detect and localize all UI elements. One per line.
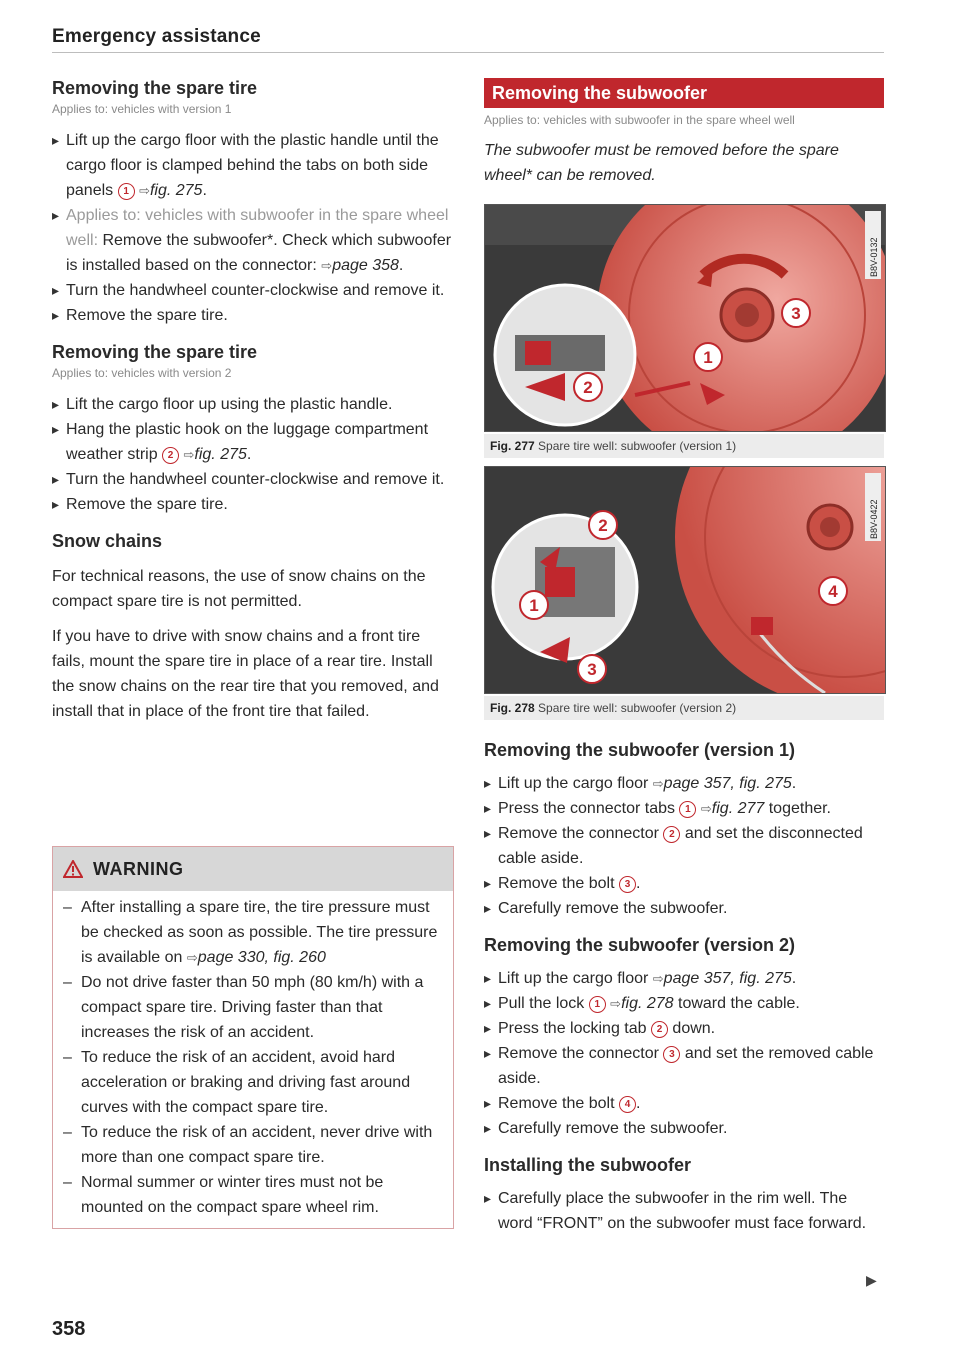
callout-number: 1	[679, 801, 696, 818]
warning-item: – Normal summer or winter tires must not be mounted on the compact spare wheel rim.	[63, 1170, 443, 1220]
list-item: ▸ Hang the plastic hook on the luggage compartment weather strip 2 ⇨fig. 275.	[52, 417, 452, 467]
cross-reference-link[interactable]: page 357, fig. 275	[663, 970, 792, 987]
list-item: ▸ Lift up the cargo floor ⇨page 357, fig. 275.	[484, 966, 884, 991]
applies-note: Applies to: vehicles with version 1	[52, 102, 232, 116]
warning-item: – Do not drive faster than 50 mph (80 km/h) with a compact spare tire. Driving faster than that increases the risk of an accident.	[63, 970, 443, 1045]
list-item: ▸ Carefully place the subwoofer in the rim well. The word “FRONT” on the subwoofer must face forward.	[484, 1186, 884, 1236]
list-item: ▸ Turn the handwheel counter-clockwise and remove it.	[52, 278, 452, 303]
continue-arrow-icon: ▶	[866, 1272, 877, 1288]
list-item: ▸ Remove the spare tire.	[52, 492, 452, 517]
callout-number: 1	[118, 183, 135, 200]
section-title: Removing the subwoofer (version 2)	[484, 935, 796, 955]
callout-1	[694, 343, 722, 371]
figure-code: B8V-0132	[869, 237, 879, 277]
section-title: Removing the spare tire	[52, 342, 258, 362]
callout-number: 4	[619, 1096, 636, 1113]
list-item: ▸ Lift the cargo floor up using the plastic handle.	[52, 392, 452, 417]
svg-text:2: 2	[598, 516, 608, 535]
applies-note: Applies to: vehicles with version 2	[52, 366, 232, 380]
list-item: ▸ Remove the bolt 4 .	[484, 1091, 884, 1116]
svg-text:3: 3	[791, 304, 801, 323]
svg-text:3: 3	[587, 660, 597, 679]
arrow-icon: ⇨	[321, 258, 333, 273]
warning-item: – To reduce the risk of an accident, never drive with more than one compact spare tire.	[63, 1120, 443, 1170]
figure-277	[484, 204, 886, 432]
left-column	[52, 78, 452, 724]
list-item: ▸ Lift up the cargo floor with the plastic handle until the cargo floor is clamped behind the tabs on both side panels 1 ⇨fig. 275.	[52, 128, 452, 203]
cross-reference-link[interactable]: page 330, fig. 260	[197, 949, 326, 966]
header-divider	[52, 52, 884, 53]
list-item: ▸ Carefully remove the subwoofer.	[484, 896, 884, 921]
cross-reference-link[interactable]: fig. 277	[711, 800, 765, 817]
callout-number: 3	[663, 1046, 680, 1063]
paragraph: If you have to drive with snow chains and a front tire fails, mount the spare tire in place of a rear tire. Install the snow chains on the rear tire that you removed, and install that in place of the front tire that failed.	[52, 628, 439, 720]
section-title: Removing the subwoofer (version 1)	[484, 740, 796, 760]
callout-number: 2	[651, 1021, 668, 1038]
callout-2	[589, 511, 617, 539]
warning-item: – After installing a spare tire, the tire pressure must be checked as soon as possible. The tire pressure is available on ⇨page 330, fig. 260	[63, 895, 443, 970]
cross-reference-link[interactable]: fig. 275	[149, 182, 203, 199]
arrow-icon: ⇨	[610, 996, 622, 1011]
arrow-icon: ⇨	[183, 447, 195, 462]
callout-number: 3	[619, 876, 636, 893]
list-item: ▸ Carefully remove the subwoofer.	[484, 1116, 884, 1141]
svg-text:2: 2	[583, 378, 593, 397]
callout-number: 1	[589, 996, 606, 1013]
warning-triangle-icon	[63, 860, 83, 878]
right-text-column	[484, 740, 884, 1236]
subwoofer-v2-illustration	[485, 467, 885, 693]
arrow-icon: ⇨	[139, 183, 150, 198]
svg-text:4: 4	[828, 582, 838, 601]
applies-note: Applies to: vehicles with subwoofer in the spare wheel well	[484, 113, 795, 127]
section-title: Snow chains	[52, 531, 163, 551]
callout-2	[574, 373, 602, 401]
list-item: ▸ Remove the bolt 3 .	[484, 871, 884, 896]
cross-reference-link[interactable]: fig. 275	[194, 446, 247, 463]
list-item: ▸ Remove the connector 3 and set the removed cable aside.	[484, 1041, 884, 1091]
figure-278	[484, 466, 886, 694]
cross-reference-link[interactable]: fig. 278	[621, 995, 674, 1012]
callout-4	[819, 577, 847, 605]
cross-reference-link[interactable]: page 358	[332, 257, 399, 274]
callout-number: 2	[162, 447, 179, 464]
callout-number: 2	[663, 826, 680, 843]
list-item: ▸ Remove the connector 2 and set the disconnected cable aside.	[484, 821, 884, 871]
section-header: Emergency assistance	[52, 26, 261, 47]
section-title: Installing the subwoofer	[484, 1155, 692, 1175]
figure-caption: Fig. 278 Spare tire well: subwoofer (version 2)	[484, 696, 884, 720]
section-title: Removing the spare tire	[52, 78, 258, 98]
list-item: ▸ Press the locking tab 2 down.	[484, 1016, 884, 1041]
arrow-icon: ⇨	[700, 801, 712, 816]
list-item: ▸ Remove the spare tire.	[52, 303, 452, 328]
figure-caption: Fig. 277 Spare tire well: subwoofer (version 1)	[484, 434, 884, 458]
paragraph: For technical reasons, the use of snow chains on the compact spare tire is not permitted.	[52, 568, 426, 610]
callout-3	[782, 299, 810, 327]
cross-reference-link[interactable]: page 357, fig. 275	[663, 775, 792, 792]
subwoofer-v1-illustration	[485, 205, 885, 431]
intro-text: The subwoofer must be removed before the spare wheel* can be removed.	[484, 142, 839, 184]
list-item: ▸ Applies to: vehicles with subwoofer in the spare wheel well: Remove the subwoofer*. Check which subwoofer is installed based on the connector: ⇨page 358.	[52, 203, 452, 278]
figure-code: B8V-0422	[869, 499, 879, 539]
svg-text:1: 1	[529, 596, 539, 615]
warning-item: – To reduce the risk of an accident, avoid hard acceleration or braking and driving fast around curves with the compact spare tire.	[63, 1045, 443, 1120]
warning-header	[53, 847, 453, 891]
section-title-banner: Removing the subwoofer	[484, 78, 884, 108]
applies-inline: Applies to: vehicles with subwoofer in the spare wheel well:	[66, 207, 449, 249]
arrow-icon: ⇨	[652, 971, 664, 986]
list-item: ▸ Lift up the cargo floor ⇨page 357, fig. 275.	[484, 771, 884, 796]
arrow-icon: ⇨	[186, 950, 198, 965]
callout-1	[520, 591, 548, 619]
callout-3	[578, 655, 606, 683]
warning-box	[52, 846, 454, 1229]
arrow-icon: ⇨	[652, 776, 664, 791]
list-item: ▸ Turn the handwheel counter-clockwise and remove it.	[52, 467, 452, 492]
list-item: ▸ Press the connector tabs 1 ⇨fig. 277 together.	[484, 796, 884, 821]
warning-title: WARNING	[93, 858, 184, 879]
svg-text:1: 1	[703, 348, 713, 367]
list-item: ▸ Pull the lock 1 ⇨fig. 278 toward the cable.	[484, 991, 884, 1016]
page-number: 358	[52, 1318, 86, 1340]
